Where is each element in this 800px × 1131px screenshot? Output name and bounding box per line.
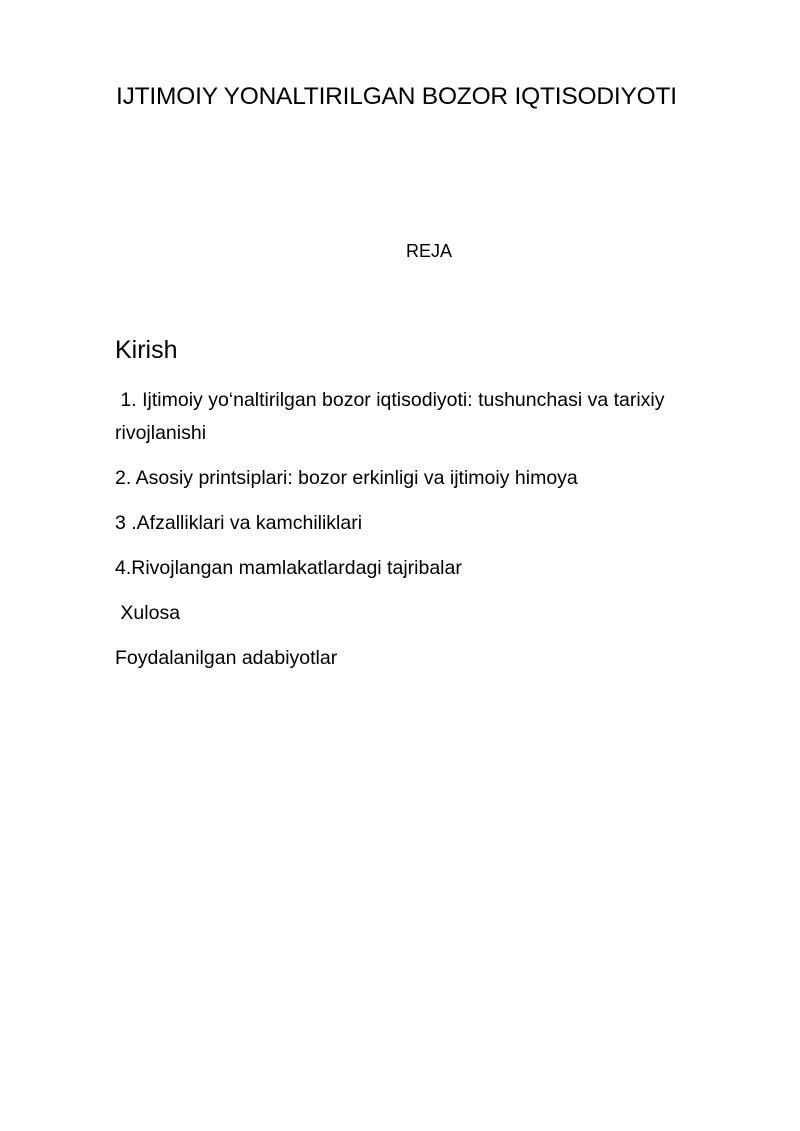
conclusion-item: Xulosa [115,602,181,624]
plan-item-4: 4.Rivojlangan mamlakatlardagi tajribalar [115,557,462,579]
plan-item-2: 2. Asosiy printsiplari: bozor erkinligi va ijtimoiy himoya [115,467,578,489]
plan-heading: REJA [405,241,452,261]
plan-item-1: 1. Ijtimoiy yo‘naltirilgan bozor iqtisodiyoti: tushunchasi va tarixiy rivojlanishi [115,389,670,444]
plan-item-3: 3 .Afzalliklari va kamchiliklari [115,512,363,534]
introduction-heading: Kirish [115,336,178,364]
references-item: Foydalanilgan adabiyotlar [115,647,338,669]
document-title: IJTIMOIY YONALTIRILGAN BOZOR IQTISODIYOTI [116,83,677,110]
